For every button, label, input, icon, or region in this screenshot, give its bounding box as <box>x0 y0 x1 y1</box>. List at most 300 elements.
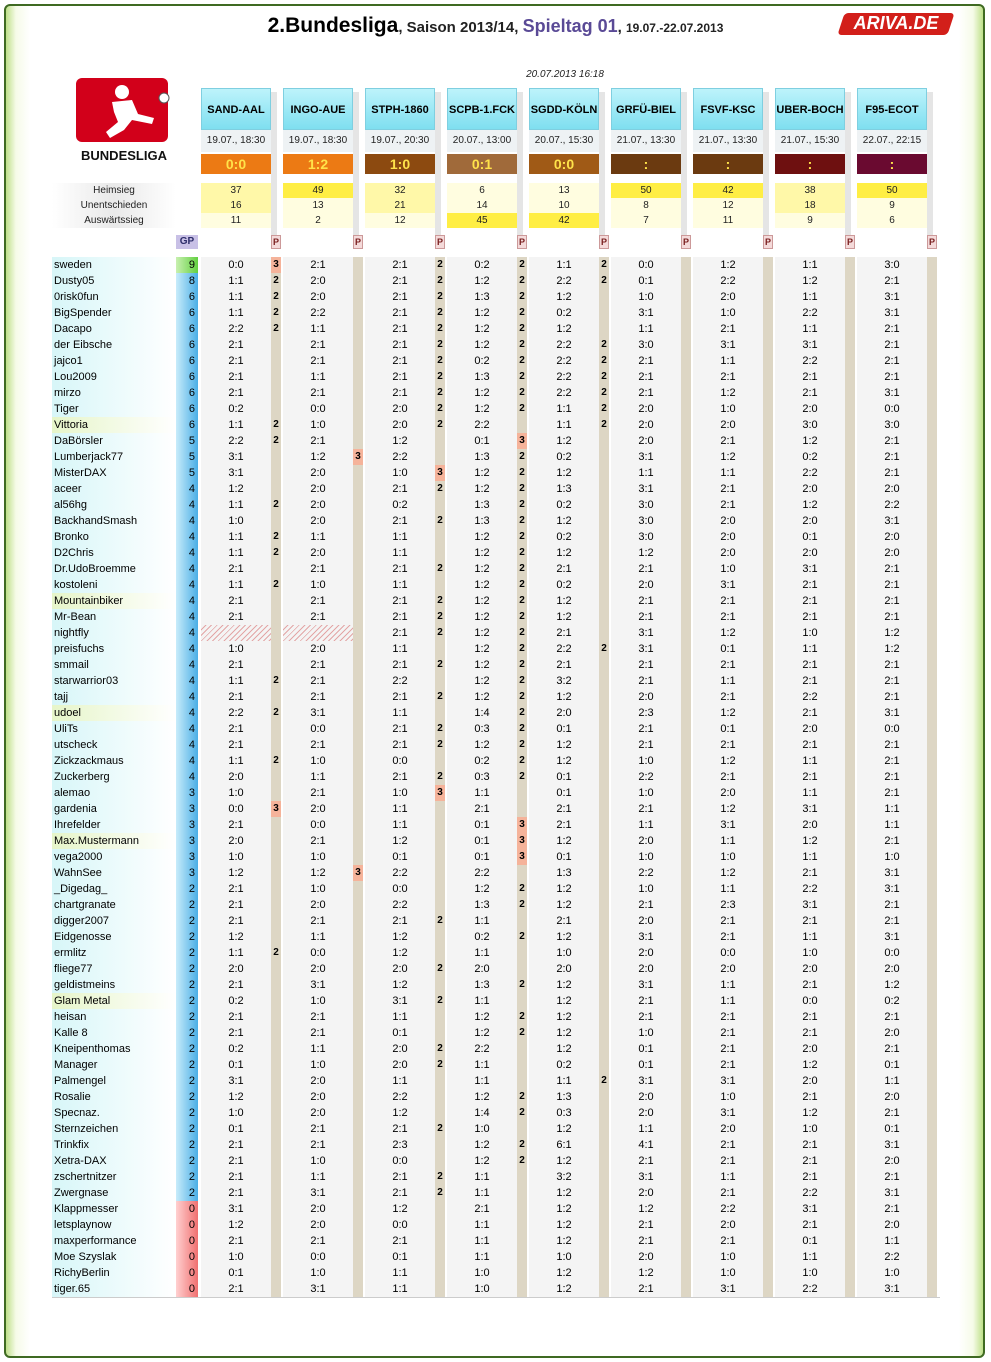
tip-cell: 2:1 <box>693 497 763 513</box>
tip-cell: 2:2 <box>529 641 599 657</box>
points-cell <box>681 257 691 273</box>
tip-cell: 1:2 <box>775 497 845 513</box>
tip-cell: 1:2 <box>365 1201 435 1217</box>
draw-count: 14 <box>447 198 517 213</box>
points-cell <box>599 1185 609 1201</box>
points-cell <box>763 1089 773 1105</box>
tip-cell: 2:1 <box>693 1185 763 1201</box>
tip-cell: 3:1 <box>693 337 763 353</box>
tip-cell: 2:1 <box>365 913 435 929</box>
player-name[interactable]: Kneipenthomas <box>52 1041 176 1057</box>
player-name[interactable]: nightfly <box>52 625 176 641</box>
points-cell <box>763 1025 773 1041</box>
points-cell <box>435 897 445 913</box>
match-teams[interactable]: FSVF-KSC <box>693 88 763 130</box>
points-cell <box>927 1217 937 1233</box>
points-cell <box>599 321 609 337</box>
player-name[interactable]: heisan <box>52 1009 176 1025</box>
points-cell <box>353 513 363 529</box>
tip-cell: 1:2 <box>365 433 435 449</box>
player-name[interactable]: Mountainbiker <box>52 593 176 609</box>
points-cell <box>271 769 281 785</box>
tip-cell: 2:1 <box>365 625 435 641</box>
tip-cell: 2:1 <box>857 1041 927 1057</box>
tip-cell: 2:2 <box>857 1249 927 1265</box>
player-name[interactable]: UliTs <box>52 721 176 737</box>
match-date: 21.07., 13:30 <box>611 130 681 152</box>
points-cell <box>517 865 527 881</box>
player-name[interactable]: smmail <box>52 657 176 673</box>
points-cell <box>599 961 609 977</box>
player-name[interactable]: Dr.UdoBroemme <box>52 561 176 577</box>
tip-cell: 1:2 <box>447 1153 517 1169</box>
tip-cell: 2:1 <box>201 881 271 897</box>
player-name[interactable]: Xetra-DAX <box>52 1153 176 1169</box>
gp-header: GP <box>176 235 198 249</box>
points-cell <box>927 673 937 689</box>
player-name[interactable]: Tiger <box>52 401 176 417</box>
points-cell <box>845 1217 855 1233</box>
points-cell <box>763 737 773 753</box>
points-cell <box>763 1057 773 1073</box>
tip-cell: 2:0 <box>201 961 271 977</box>
points-cell <box>435 705 445 721</box>
player-name[interactable]: starwarrior03 <box>52 673 176 689</box>
tip-cell: 2:0 <box>693 1121 763 1137</box>
tip-cell: 0:1 <box>447 817 517 833</box>
player-gp: 6 <box>176 417 198 433</box>
draw-count: 12 <box>693 198 763 213</box>
points-cell <box>517 945 527 961</box>
player-name[interactable]: Kalle 8 <box>52 1025 176 1041</box>
points-cell <box>599 705 609 721</box>
points-cell <box>271 833 281 849</box>
points-cell <box>435 1089 445 1105</box>
points-cell <box>927 433 937 449</box>
points-cell <box>599 865 609 881</box>
points-cell <box>763 1233 773 1249</box>
player-name[interactable]: D2Chris <box>52 545 176 561</box>
match-column <box>693 88 763 234</box>
ariva-logo[interactable] <box>837 10 955 38</box>
player-name[interactable]: Rosalie <box>52 1089 176 1105</box>
tip-cell: 1:1 <box>447 1073 517 1089</box>
league-title: 2.Bundesliga <box>267 14 399 37</box>
points-cell <box>353 1265 363 1281</box>
player-name[interactable]: Dusty05 <box>52 273 176 289</box>
player-name[interactable]: Zuckerberg <box>52 769 176 785</box>
points-cell <box>435 945 445 961</box>
player-name[interactable]: zschertnitzer <box>52 1169 176 1185</box>
match-date: 21.07., 13:30 <box>693 130 763 152</box>
player-name[interactable]: Zickzackmaus <box>52 753 176 769</box>
player-name[interactable]: Palmengel <box>52 1073 176 1089</box>
match-teams[interactable]: SCPB-1.FCK <box>447 88 517 130</box>
points-cell <box>845 1121 855 1137</box>
tip-cell: 3:1 <box>775 897 845 913</box>
player-name[interactable]: Zwergnase <box>52 1185 176 1201</box>
tip-cell: 1:1 <box>201 497 271 513</box>
tip-cell: 1:1 <box>365 1073 435 1089</box>
tip-cell: 2:1 <box>283 337 353 353</box>
tip-cell: 2:0 <box>611 417 681 433</box>
player-name[interactable]: chartgranate <box>52 897 176 913</box>
points-cell <box>763 449 773 465</box>
tip-cell: 1:3 <box>447 897 517 913</box>
player-name[interactable]: Trinkfix <box>52 1137 176 1153</box>
points-cell <box>845 609 855 625</box>
tip-cell: 2:1 <box>283 1121 353 1137</box>
tip-cell: 2:0 <box>611 945 681 961</box>
tip-cell: 0:3 <box>447 721 517 737</box>
tip-cell: 1:1 <box>365 1009 435 1025</box>
away-win-count: 12 <box>365 213 435 228</box>
player-name[interactable]: MisterDAX <box>52 465 176 481</box>
tip-cell: 2:2 <box>775 305 845 321</box>
match-teams[interactable]: INGO-AUE <box>283 88 353 130</box>
points-cell <box>763 1249 773 1265</box>
player-name[interactable]: Specnaz. <box>52 1105 176 1121</box>
match-column <box>529 88 599 234</box>
home-win-count: 13 <box>529 183 599 198</box>
tip-cell: 1:2 <box>529 977 599 993</box>
player-gp: 4 <box>176 529 198 545</box>
tip-cell: 2:2 <box>447 417 517 433</box>
points-cell <box>681 977 691 993</box>
points-cell: 2 <box>435 305 445 321</box>
points-cell <box>681 1281 691 1297</box>
player-name[interactable]: kostoleni <box>52 577 176 593</box>
tip-cell: 1:0 <box>611 289 681 305</box>
player-name[interactable]: RichyBerlin <box>52 1265 176 1281</box>
tip-cell: 2:1 <box>775 1169 845 1185</box>
match-teams[interactable]: SGDD-KÖLN <box>529 88 599 130</box>
player-name[interactable]: alemao <box>52 785 176 801</box>
tip-cell: 1:2 <box>529 1041 599 1057</box>
points-cell <box>927 481 937 497</box>
points-cell <box>681 993 691 1009</box>
player-name[interactable]: tiger.65 <box>52 1281 176 1297</box>
points-cell <box>517 1169 527 1185</box>
player-name[interactable]: al56hg <box>52 497 176 513</box>
points-cell <box>353 753 363 769</box>
points-cell: 2 <box>271 289 281 305</box>
tip-cell: 2:0 <box>365 961 435 977</box>
match-teams[interactable]: SAND-AAL <box>201 88 271 130</box>
player-name[interactable]: Lou2009 <box>52 369 176 385</box>
table-row <box>52 817 940 833</box>
tip-cell: 1:2 <box>857 625 927 641</box>
points-header: P <box>764 237 771 247</box>
points-cell <box>271 865 281 881</box>
points-cell <box>271 1089 281 1105</box>
tip-cell: 1:2 <box>447 385 517 401</box>
points-cell <box>763 833 773 849</box>
points-cell <box>927 737 937 753</box>
points-cell <box>927 337 937 353</box>
player-name[interactable]: Max.Mustermann <box>52 833 176 849</box>
points-cell: 2 <box>517 353 527 369</box>
tip-cell: 2:1 <box>611 673 681 689</box>
player-name[interactable]: Lumberjack77 <box>52 449 176 465</box>
player-name[interactable]: tajj <box>52 689 176 705</box>
player-name[interactable]: Glam Metal <box>52 993 176 1009</box>
tip-cell: 2:0 <box>283 273 353 289</box>
points-cell <box>271 993 281 1009</box>
points-cell <box>435 977 445 993</box>
player-name[interactable]: Bronko <box>52 529 176 545</box>
points-cell: 2 <box>435 289 445 305</box>
tip-cell: 1:1 <box>529 1073 599 1089</box>
tip-cell: 2:2 <box>365 897 435 913</box>
player-name[interactable]: der Eibsche <box>52 337 176 353</box>
player-gp: 5 <box>176 433 198 449</box>
tip-cell: 1:4 <box>447 1105 517 1121</box>
points-cell <box>271 785 281 801</box>
points-cell <box>763 753 773 769</box>
tip-cell: 2:1 <box>529 561 599 577</box>
tip-cell: 2:1 <box>365 337 435 353</box>
tip-cell: 0:1 <box>857 1057 927 1073</box>
points-cell <box>763 913 773 929</box>
points-cell <box>681 1105 691 1121</box>
player-gp: 4 <box>176 481 198 497</box>
tip-cell: 2:1 <box>775 977 845 993</box>
tip-cell: 1:1 <box>857 1073 927 1089</box>
player-name[interactable]: Moe Szyslak <box>52 1249 176 1265</box>
player-name[interactable]: Sternzeichen <box>52 1121 176 1137</box>
points-cell <box>681 785 691 801</box>
player-name[interactable]: preisfuchs <box>52 641 176 657</box>
player-name[interactable]: Klappmesser <box>52 1201 176 1217</box>
tip-cell: 1:1 <box>529 401 599 417</box>
tip-cell: 1:1 <box>693 977 763 993</box>
player-name[interactable]: mirzo <box>52 385 176 401</box>
player-gp: 2 <box>176 1185 198 1201</box>
player-name[interactable]: ermlitz <box>52 945 176 961</box>
points-cell <box>927 1121 937 1137</box>
tip-cell: 2:2 <box>529 273 599 289</box>
points-cell: 2 <box>435 513 445 529</box>
player-name[interactable]: 0risk0fun <box>52 289 176 305</box>
player-name[interactable]: aceer <box>52 481 176 497</box>
points-cell <box>927 257 937 273</box>
player-gp: 4 <box>176 705 198 721</box>
points-cell <box>353 1009 363 1025</box>
points-cell <box>599 1025 609 1041</box>
points-cell <box>435 1153 445 1169</box>
match-teams[interactable]: STPH-1860 <box>365 88 435 130</box>
points-cell <box>845 881 855 897</box>
player-gp: 0 <box>176 1201 198 1217</box>
tip-cell: 0:0 <box>365 1153 435 1169</box>
player-name[interactable]: jajco1 <box>52 353 176 369</box>
points-cell <box>353 945 363 961</box>
points-cell <box>517 961 527 977</box>
tip-cell: 1:2 <box>775 433 845 449</box>
points-cell <box>353 1025 363 1041</box>
tip-cell: 1:1 <box>365 801 435 817</box>
points-cell: 2 <box>435 321 445 337</box>
player-name[interactable]: Ihrefelder <box>52 817 176 833</box>
tip-cell: 2:1 <box>693 769 763 785</box>
tip-cell: 0:1 <box>365 849 435 865</box>
points-cell <box>927 1281 937 1297</box>
points-cell <box>763 1041 773 1057</box>
tip-cell: 1:1 <box>447 1185 517 1201</box>
points-cell <box>353 1233 363 1249</box>
points-cell <box>681 657 691 673</box>
table-row <box>52 337 940 353</box>
player-name[interactable]: DaBörsler <box>52 433 176 449</box>
player-name[interactable]: digger2007 <box>52 913 176 929</box>
points-cell: 2 <box>517 977 527 993</box>
tip-cell: 1:0 <box>857 1265 927 1281</box>
points-cell <box>435 865 445 881</box>
table-row <box>52 513 940 529</box>
table-row <box>52 1281 940 1297</box>
match-column <box>365 88 435 234</box>
tip-cell: 2:1 <box>857 449 927 465</box>
player-name[interactable]: sweden <box>52 257 176 273</box>
player-name[interactable]: vega2000 <box>52 849 176 865</box>
points-cell <box>353 273 363 289</box>
points-cell: 2 <box>271 273 281 289</box>
match-date: 19.07., 18:30 <box>201 130 271 152</box>
points-cell <box>845 1281 855 1297</box>
player-name[interactable]: WahnSee <box>52 865 176 881</box>
player-name[interactable]: _Digedag_ <box>52 881 176 897</box>
points-cell <box>845 385 855 401</box>
tip-cell: 2:0 <box>775 817 845 833</box>
tip-cell: 1:2 <box>693 449 763 465</box>
tip-cell: 2:1 <box>693 1233 763 1249</box>
tip-cell: 2:2 <box>529 353 599 369</box>
table-row <box>52 1217 940 1233</box>
tip-cell: 0:2 <box>857 993 927 1009</box>
tip-cell: 2:1 <box>857 673 927 689</box>
tip-cell: 1:0 <box>611 1025 681 1041</box>
points-cell <box>271 369 281 385</box>
tip-cell: 2:0 <box>693 961 763 977</box>
match-teams[interactable]: GRFÜ-BIEL <box>611 88 681 130</box>
player-name[interactable]: maxperformance <box>52 1233 176 1249</box>
player-name[interactable]: Vittoria <box>52 417 176 433</box>
tip-cell: 4:1 <box>611 1137 681 1153</box>
points-cell <box>763 257 773 273</box>
match-date: 20.07., 15:30 <box>529 130 599 152</box>
points-cell <box>845 689 855 705</box>
points-cell: 2 <box>599 401 609 417</box>
tip-cell: 3:1 <box>201 449 271 465</box>
tip-cell: 2:1 <box>365 305 435 321</box>
tip-cell: 1:1 <box>201 305 271 321</box>
player-name[interactable]: letsplaynow <box>52 1217 176 1233</box>
table-row <box>52 1073 940 1089</box>
points-cell <box>599 689 609 705</box>
away-win-count: 11 <box>693 213 763 228</box>
points-cell <box>353 465 363 481</box>
player-name[interactable]: Eidgenosse <box>52 929 176 945</box>
tip-cell: 2:2 <box>693 273 763 289</box>
player-name[interactable]: Dacapo <box>52 321 176 337</box>
points-cell <box>681 961 691 977</box>
points-cell: 2 <box>517 545 527 561</box>
points-cell <box>763 849 773 865</box>
tip-cell: 1:3 <box>447 497 517 513</box>
player-name[interactable]: fliege77 <box>52 961 176 977</box>
tip-cell: 1:2 <box>447 529 517 545</box>
player-name[interactable]: udoel <box>52 705 176 721</box>
player-name[interactable]: Mr-Bean <box>52 609 176 625</box>
points-cell <box>927 1041 937 1057</box>
points-cell: 2 <box>517 273 527 289</box>
points-cell: 2 <box>517 689 527 705</box>
tip-cell: 2:1 <box>365 1185 435 1201</box>
tip-cell: 1:1 <box>693 833 763 849</box>
player-name[interactable]: gardenia <box>52 801 176 817</box>
tip-cell: 2:1 <box>365 609 435 625</box>
player-name[interactable]: geldistmeins <box>52 977 176 993</box>
points-cell <box>681 609 691 625</box>
tip-cell: 3:1 <box>611 1169 681 1185</box>
points-cell <box>927 801 937 817</box>
tip-cell: 1:1 <box>201 945 271 961</box>
tip-cell: 2:1 <box>693 481 763 497</box>
points-cell <box>353 1137 363 1153</box>
points-cell: 2 <box>271 545 281 561</box>
tip-cell: 0:0 <box>775 993 845 1009</box>
tip-cell: 1:4 <box>447 705 517 721</box>
tip-cell: 1:2 <box>201 1217 271 1233</box>
tip-cell: 6:1 <box>529 1137 599 1153</box>
player-name[interactable]: utscheck <box>52 737 176 753</box>
table-row <box>52 1041 940 1057</box>
tip-cell: 2:1 <box>857 273 927 289</box>
column-divider <box>435 92 441 236</box>
points-cell <box>763 545 773 561</box>
points-cell <box>927 369 937 385</box>
points-cell <box>927 1249 937 1265</box>
points-cell <box>681 1249 691 1265</box>
match-teams[interactable]: UBER-BOCH <box>775 88 845 130</box>
match-date: 19.07., 18:30 <box>283 130 353 152</box>
points-cell <box>763 1105 773 1121</box>
player-name[interactable]: Manager <box>52 1057 176 1073</box>
player-name[interactable]: BackhandSmash <box>52 513 176 529</box>
points-cell <box>845 417 855 433</box>
points-cell: 2 <box>271 753 281 769</box>
points-cell <box>599 625 609 641</box>
tip-cell: 3:1 <box>857 929 927 945</box>
points-cell: 2 <box>517 321 527 337</box>
away-win-count: 45 <box>447 213 517 228</box>
points-cell <box>763 721 773 737</box>
points-cell <box>845 753 855 769</box>
points-cell: 3 <box>271 257 281 273</box>
points-cell <box>681 465 691 481</box>
match-teams[interactable]: F95-ECOT <box>857 88 927 130</box>
tip-cell: 2:1 <box>365 513 435 529</box>
points-cell <box>845 401 855 417</box>
player-gp: 6 <box>176 369 198 385</box>
tip-cell: 1:1 <box>857 1233 927 1249</box>
player-name[interactable]: BigSpender <box>52 305 176 321</box>
tip-cell: 2:0 <box>283 465 353 481</box>
points-cell <box>845 353 855 369</box>
tip-cell: 2:1 <box>365 289 435 305</box>
points-cell: 2 <box>517 337 527 353</box>
